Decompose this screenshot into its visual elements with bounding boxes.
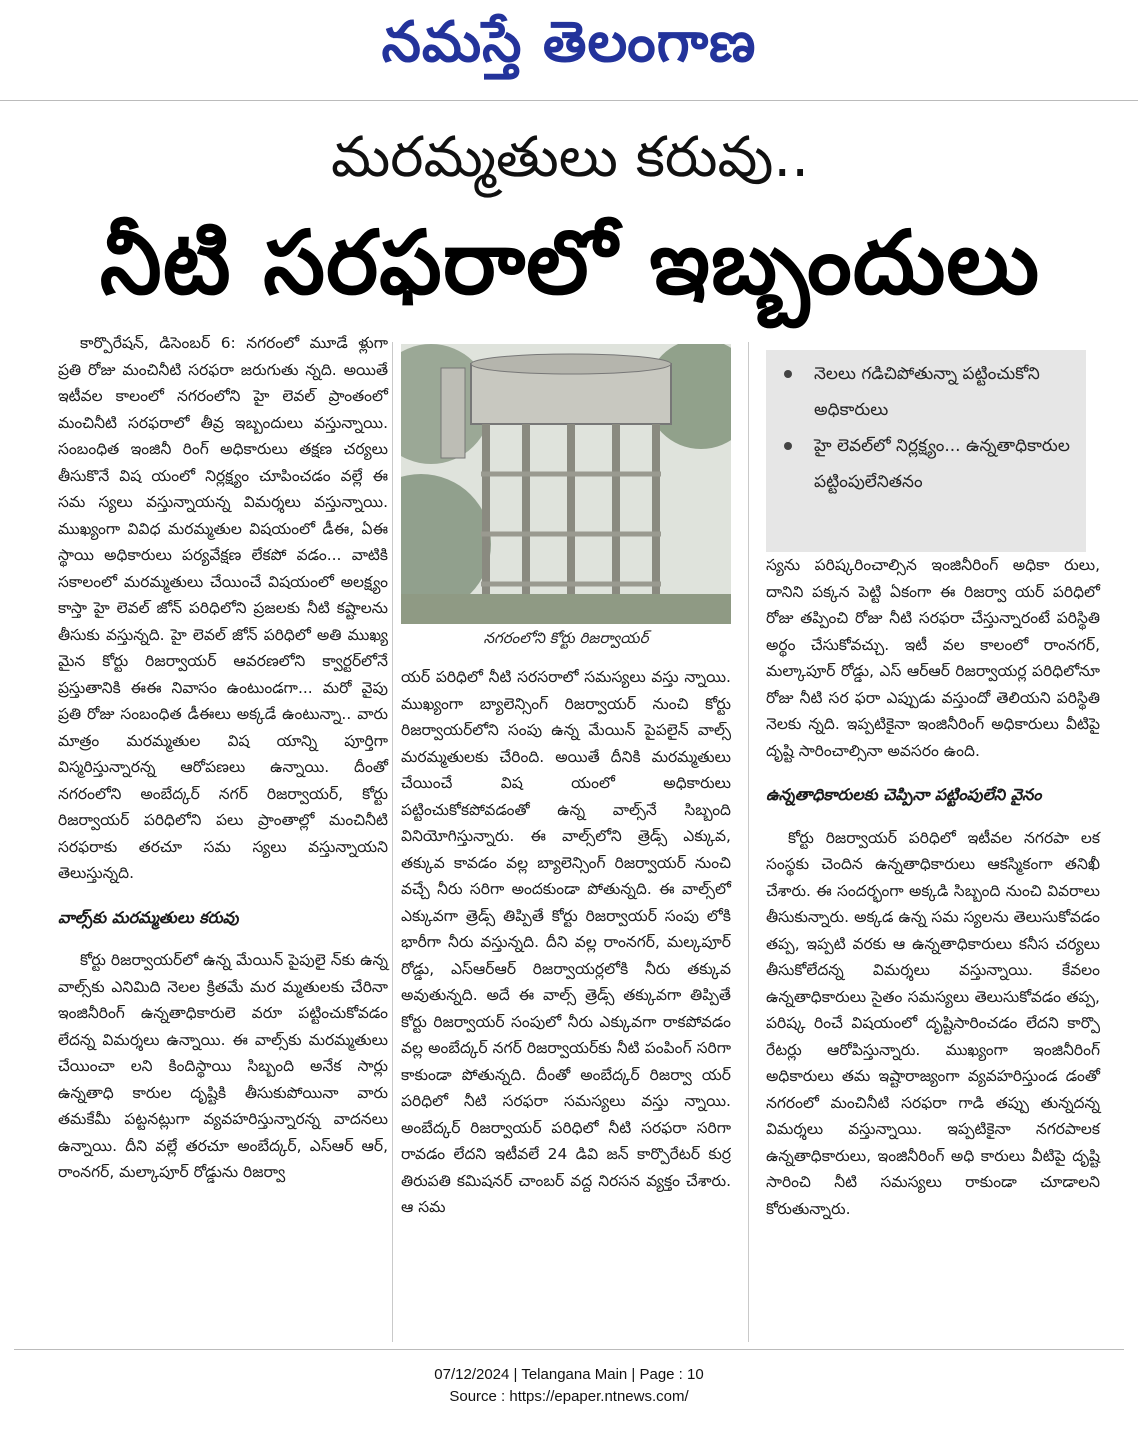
- subheading: ఉన్నతాధికారులకు చెప్పినా పట్టింపులేని వైనం: [766, 785, 1042, 804]
- paragraph: స్యను పరిష్కరించాల్సిన ఇంజినీరింగ్ అధికా రులు, దానిని పక్కన పెట్టి ఏకంగా ఈ రిజర్వా యర్ పరిధిలో రోజు తప్పించి రోజు నీటి సరఫరా చేస్తున్నారంటే పరిస్థితి అర్థం చేసుకోవచ్చు. ఇటీ వల కాలంలో రాంనగర్, మల్కాపూర్ రోడ్డు, ఎస్ ఆర్‌ఆర్ రిజర్వాయర్ల పరిధిలోనూ రోజు నీటి సర ఫరా ఎప్పుడు వస్తుందో తెలియని పరిస్థితి నెలకు న్నది. ఇప్పటికైనా ఇంజినీరింగ్ అధికారులు వీటిపై దృష్టి సారించాల్సినా అవసరం ఉంది.: [766, 556, 1100, 760]
- article-headline: నీటి సరఫరాలో ఇబ్బందులు: [99, 211, 1041, 314]
- bottom-divider: [14, 1349, 1124, 1350]
- highlight-item: నెలలు గడిచిపోతున్నా పట్టించుకోని అధికారులు: [766, 356, 1086, 428]
- column-1: [58, 330, 388, 1186]
- reservoir-photo: [401, 344, 731, 624]
- highlight-item: హై లెవల్‌లో నిర్లక్ష్యం... ఉన్నతాధికారుల పట్టింపులేనితనం: [766, 428, 1086, 500]
- article-kicker: మరమ్మతులు కరువు..: [331, 125, 809, 190]
- source-link[interactable]: Source : https://epaper.ntnews.com/: [449, 1388, 689, 1405]
- column-divider: [748, 342, 749, 1342]
- newspaper-logo: నమస్తే తెలంగాణ: [381, 9, 757, 75]
- column-2: [401, 664, 731, 1221]
- bullet-icon: [784, 442, 792, 450]
- paragraph: కోర్టు రిజర్వాయర్‌లో ఉన్న మేయిన్ పైపులై న్‌కు ఉన్న వాల్స్‌కు ఎనిమిది నెలల క్రితమే మర మ్మతులకు చేరినా ఇంజినీరింగ్ ఉన్నతాధికారులె వరూ పట్టించుకోవడం లేదన్న విమర్శలు ఉన్నాయి. ఈ వాల్స్‌కు మరమ్మతులు చేయించా లని కిందిస్థాయి సిబ్బంది అనేక సార్లు ఉన్నతాధి కారుల దృష్టికి తీసుకుపోయినా వారు తమకేమీ పట్టనట్లుగా వ్యవహరిస్తున్నారన్న వాదనలు ఉన్నాయి. దీని వల్లే తరచూ అంబేద్కర్, ఎస్‌ఆర్ ఆర్, రాంనగర్, మల్కాపూర్ రోడ్డును రిజర్వా: [58, 951, 388, 1181]
- column-3: [766, 552, 1100, 1222]
- photo-caption: నగరంలోని కోర్టు రిజర్వాయర్: [483, 629, 649, 647]
- water-tank-illustration: [401, 344, 731, 624]
- highlights-box: [766, 350, 1086, 552]
- column-divider: [392, 342, 393, 1342]
- paragraph: యర్ పరిధిలో నీటి సరసరాలో సమస్యలు వస్తు న్నాయి. ముఖ్యంగా బ్యాలెన్సింగ్ రిజర్వాయర్ నుంచి కోర్టు రిజర్వాయర్‌లోని సంపు ఉన్న మేయిన్ పైపలైన్ వాల్స్ మరమ్మతులకు చేరింది. అయితే దీనికి మరమ్మతులు చేయించే విష యంలో అధికారులు పట్టించుకోకపోవడంతో ఉన్న వాల్స్‌నే సిబ్బంది వినియోగిస్తున్నారు. ఈ వాల్స్‌లోని త్రెడ్స్ ఎక్కువ, తక్కువ కావడం వల్ల బ్యాలెన్సింగ్ రిజర్వాయర్ నుంచి వచ్చే నీరు సరిగా అందకుండా పోతున్నది. ఈ వాల్స్‌లో ఎక్కువగా త్రెడ్స్ తిప్పితే కోర్టు రిజర్వాయర్ సంపు లోకి భారీగా నీరు వస్తున్నది. దీని వల్ల రాంనగర్, మల్కపూర్ రోడ్డు, ఎస్‌ఆర్‌ఆర్ రిజర్వాయర్లలోకి నీరు తక్కువ అవుతున్నది. అదే ఈ వాల్స్ త్రెడ్స్ తక్కువగా తిప్పితే కోర్టు రిజర్వాయర్ సంపులో నీరు ఎక్కువగా రాకపోవడం వల్ల అంబేద్కర్ నగర్ రిజర్వాయర్‌కు నీటి పంపింగ్ సరిగా కాకుండా పోతున్నది. దీంతో అంబేద్కర్ రిజర్వా యర్ పరిధిలో నీటి సరఫరా సమస్యలు వస్తు న్నాయి. అంబేద్కర్ రిజర్వాయర్ పరిధిలో నీటి సరఫరా సరిగా రావడం లేదని ఇటీవలే 24 డివి జన్ కార్పొరేటర్ కుర్ర తిరుపతి కమిషనర్ చాంబర్ వద్ద నిరసన వ్యక్తం చేశారు. ఆ సమ: [401, 668, 731, 1216]
- masthead-divider: [0, 100, 1138, 101]
- bullet-icon: [784, 370, 792, 378]
- edition-info: 07/12/2024 | Telangana Main | Page : 10: [434, 1366, 704, 1383]
- article: [14, 112, 1126, 1350]
- paragraph: కోర్టు రిజర్వాయర్ పరిధిలో ఇటీవల నగరపా లక సంస్థకు చెందిన ఉన్నతాధికారులు ఆకస్మికంగా తనిఖీ చేశారు. ఈ సందర్భంగా అక్కడి సిబ్బంది నుంచి వివరాలు తీసుకున్నారు. అక్కడ ఉన్న సమ స్యలను తెలుసుకోవడం తప్ప, ఇప్పటి వరకు ఆ ఉన్నతాధికారులు కనీస చర్యలు తీసుకోలేదన్న విమర్శలు వస్తున్నాయి. కేవలం ఉన్నతాధికారులు సైతం సమస్యలు తెలుసుకోవడం తప్ప, పరిష్క రించే విషయంలో దృష్టిసారించడం లేదని కార్పొ రేటర్లు ఆరోపిస్తున్నారు. ముఖ్యంగా ఇంజినీరింగ్ అధికారులు తమ ఇష్టారాజ్యంగా వ్యవహరిస్తుండ డంతో నగరంలో మంచినీటి సరఫరా గాడి తప్పు తున్నదన్న విమర్శలు వస్తున్నాయి. ఇప్పటికైనా నగరపాలక ఉన్నతాధికారులు, ఇంజినీరింగ్ అధి కారులు వీటిపై దృష్టి సారించి నీటి సమస్యలు రాకుండా చూడాలని కోరుతున్నారు.: [766, 828, 1100, 1218]
- page-footer: [0, 1364, 1138, 1408]
- subheading: వాల్స్‌కు మరమ్మతులు కరువు: [58, 907, 239, 927]
- masthead: [0, 0, 1138, 86]
- paragraph: కార్పొరేషన్, డిసెంబర్ 6: నగరంలో మూడే ళ్లుగా ప్రతి రోజు మంచినీటి సరఫరా జరుగుతు న్నది. అయితే ఇటీవల కాలంలో నగరంలోని హై లెవల్ ప్రాంతంలో మంచినీటి సరఫరాలో తీవ్ర ఇబ్బందులు వస్తున్నాయి. సంబంధిత ఇంజినీ రింగ్ అధికారులు తక్షణ చర్యలు తీసుకొనే విష యంలో నిర్లక్ష్యం చూపించడం వల్లే ఈ సమ స్యలు వస్తున్నాయన్న విమర్శలు వస్తున్నాయి. ముఖ్యంగా వివిధ మరమ్మతుల విషయంలో డీఈ, ఏఈ స్థాయి అధికారులు పర్యవేక్షణ లేకపో వడం... వాటికి సకాలంలో మరమ్మతులు చేయించే విషయంలో అలక్ష్యం కాస్తా హై లెవల్ జోన్ పరిధిలోని ప్రజలకు నీటి కష్టాలను తీసుకు వస్తున్నది. హై లెవల్ జోన్ పరిధిలో అతి ముఖ్య మైన కోర్టు రిజర్వాయర్ ఆవరణలోని క్వార్టర్‌లోనే ప్రస్తుతానికి ఈఈ నివాసం ఉంటుండగా... మరో వైపు ప్రతి రోజు సంబంధిత డీఈలు అక్కడే ఉంటున్నా.. వారు మాత్రం మరమ్మతుల విష యాన్ని పూర్తిగా విస్మరిస్తున్నారన్న ఆరోపణలు ఉన్నాయి. దీంతో నగరంలోని అంబేద్కర్ నగర్ రిజర్వాయర్, కోర్టు రిజర్వాయర్ పరిధిలోని పలు ప్రాంతాల్లో మంచినీటి సరఫరాకు తరచూ సమ స్యలు వస్తున్నాయని తెలుస్తున్నది.: [58, 334, 388, 882]
